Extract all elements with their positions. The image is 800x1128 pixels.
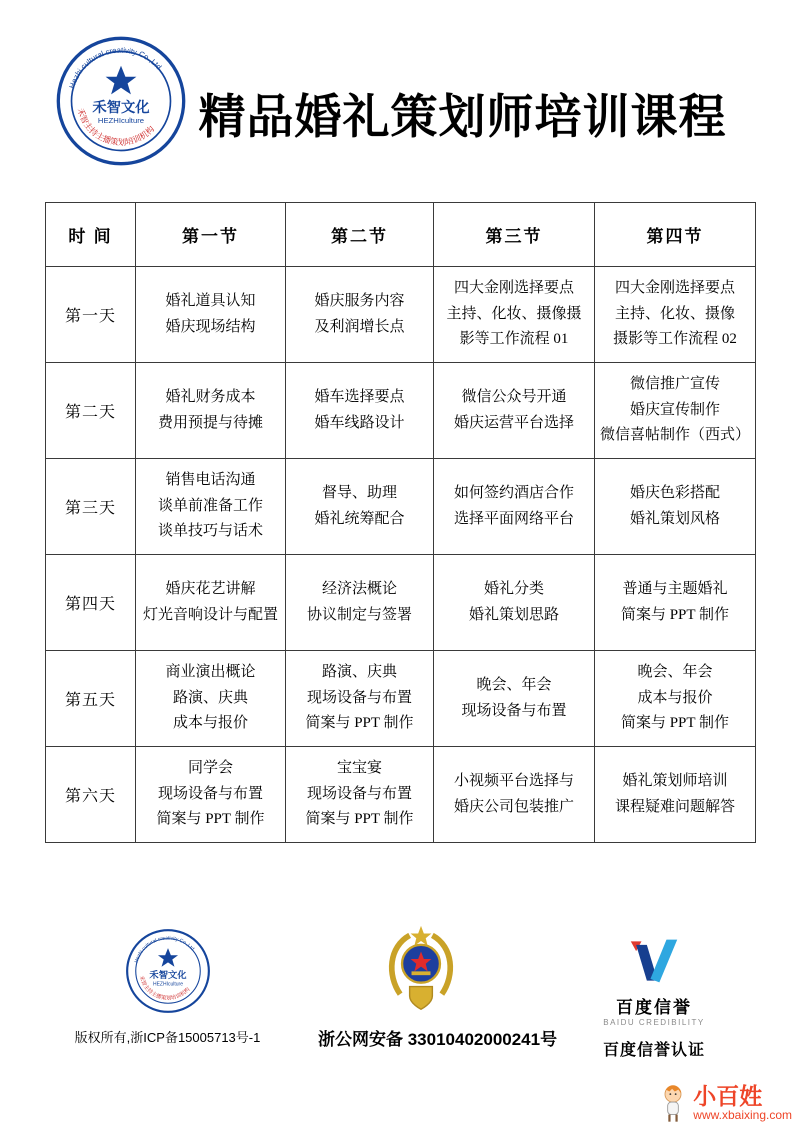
course-cell bbox=[286, 267, 434, 363]
course-line: 微信推广宣传 bbox=[629, 376, 720, 393]
course-line: 同学会 bbox=[187, 760, 233, 777]
course-line: 微信喜帖制作（西式） bbox=[599, 427, 750, 444]
course-line: 小视频平台选择与 bbox=[453, 773, 574, 789]
baidu-credibility-cn: 百度信誉 bbox=[616, 998, 692, 1017]
company-logo bbox=[55, 35, 187, 172]
course-line: 主持、化妆、摄像摄 bbox=[446, 305, 582, 322]
course-line: 现场设备与布置 bbox=[306, 785, 412, 802]
course-cell bbox=[286, 651, 434, 747]
course-line: 课程疑难问题解答 bbox=[614, 798, 735, 815]
course-line: 路演、庆典 bbox=[321, 664, 397, 681]
course-line: 晚会、年会 bbox=[637, 664, 713, 681]
course-line: 简案与 PPT 制作 bbox=[620, 715, 730, 732]
baidu-cert-text: 百度信誉认证 bbox=[602, 1042, 705, 1059]
table-row bbox=[46, 267, 756, 363]
course-line: 婚庆宣传制作 bbox=[629, 401, 720, 418]
course-line: 婚礼分类 bbox=[483, 581, 544, 597]
course-line: 成本与报价 bbox=[172, 715, 248, 732]
logo-name-en: HEZHIculture bbox=[97, 116, 145, 125]
site-watermark bbox=[657, 1082, 792, 1124]
course-line: 婚庆现场结构 bbox=[165, 318, 256, 335]
course-cell bbox=[136, 555, 286, 651]
course-cell bbox=[286, 555, 434, 651]
course-line: 普通与主题婚礼 bbox=[622, 581, 728, 597]
course-line: 婚礼道具认知 bbox=[165, 293, 256, 309]
course-line: 如何签约酒店合作 bbox=[453, 485, 574, 501]
mascot-icon bbox=[657, 1082, 689, 1124]
course-cell bbox=[595, 363, 756, 459]
course-cell bbox=[286, 459, 434, 555]
course-cell bbox=[434, 459, 595, 555]
course-line: 婚车选择要点 bbox=[314, 389, 405, 405]
course-line: 婚礼策划师培训 bbox=[622, 773, 728, 789]
baidu-credibility-icon bbox=[625, 936, 683, 986]
course-cell bbox=[434, 651, 595, 747]
course-cell bbox=[434, 363, 595, 459]
table-row bbox=[46, 459, 756, 555]
table-row bbox=[46, 747, 756, 843]
course-line: 婚礼策划思路 bbox=[468, 606, 559, 623]
course-line: 晚会、年会 bbox=[476, 677, 552, 693]
watermark-site-name: 小百姓 bbox=[693, 1082, 763, 1109]
company-logo-icon bbox=[125, 928, 211, 1014]
course-line: 婚礼财务成本 bbox=[165, 389, 256, 405]
police-badge-icon bbox=[383, 924, 459, 1014]
course-line: 婚庆服务内容 bbox=[314, 293, 405, 309]
column-header: 第二节 bbox=[286, 203, 434, 267]
column-header: 第四节 bbox=[595, 203, 756, 267]
footer-copyright-block bbox=[65, 928, 270, 1046]
course-line: 微信公众号开通 bbox=[461, 389, 567, 405]
course-cell bbox=[434, 555, 595, 651]
course-line: 婚礼策划风格 bbox=[629, 510, 720, 527]
page-title: 精品婚礼策划师培训课程 bbox=[198, 92, 727, 144]
course-line: 费用预提与待摊 bbox=[157, 414, 263, 431]
course-cell bbox=[434, 267, 595, 363]
course-cell bbox=[595, 459, 756, 555]
course-line: 婚车线路设计 bbox=[314, 414, 405, 431]
course-line: 婚庆公司包装推广 bbox=[453, 798, 574, 815]
day-label: 第一天 bbox=[46, 267, 136, 363]
course-line: 选择平面网络平台 bbox=[453, 510, 574, 527]
table-body bbox=[46, 267, 756, 843]
day-label: 第六天 bbox=[46, 747, 136, 843]
table-row bbox=[46, 363, 756, 459]
course-line: 督导、助理 bbox=[321, 485, 397, 501]
course-cell bbox=[136, 459, 286, 555]
course-cell bbox=[136, 651, 286, 747]
day-label: 第四天 bbox=[46, 555, 136, 651]
icp-record-text: 版权所有,浙ICP备15005713号-1 bbox=[74, 1030, 261, 1045]
logo-name-en: HEZHIculture bbox=[152, 981, 183, 988]
column-header: 第一节 bbox=[136, 203, 286, 267]
logo-arc-bottom-text: 禾智主持主播策划培训机构 bbox=[137, 975, 191, 1002]
column-header: 第三节 bbox=[434, 203, 595, 267]
course-line: 销售电话沟通 bbox=[165, 472, 256, 489]
course-line: 婚庆运营平台选择 bbox=[453, 414, 574, 431]
course-line: 主持、化妆、摄像 bbox=[614, 305, 735, 322]
header-row bbox=[46, 203, 756, 267]
course-line: 协议制定与签署 bbox=[306, 606, 412, 623]
course-line: 简案与 PPT 制作 bbox=[305, 811, 414, 828]
course-line: 谈单前准备工作 bbox=[157, 497, 263, 514]
course-line: 宝宝宴 bbox=[336, 760, 382, 777]
baidu-credibility-en: BAIDU CREDIBILITY bbox=[603, 1018, 705, 1027]
course-line: 现场设备与布置 bbox=[306, 689, 412, 706]
logo-arc-top-text: Hezhi cultural creativity Co.,Ltd bbox=[133, 935, 195, 964]
course-cell bbox=[595, 555, 756, 651]
course-line: 摄影等工作流程 02 bbox=[613, 331, 737, 348]
column-header: 时 间 bbox=[46, 203, 136, 267]
course-line: 简案与 PPT 制作 bbox=[620, 606, 730, 623]
course-cell bbox=[595, 651, 756, 747]
logo-name-cn: 禾智文化 bbox=[148, 971, 187, 982]
course-line: 现场设备与布置 bbox=[461, 702, 567, 719]
course-line: 简案与 PPT 制作 bbox=[156, 811, 265, 828]
day-label: 第二天 bbox=[46, 363, 136, 459]
course-cell bbox=[595, 267, 756, 363]
footer-police-block bbox=[318, 924, 558, 1050]
day-label: 第五天 bbox=[46, 651, 136, 747]
company-logo-icon bbox=[55, 35, 187, 167]
course-line: 婚礼统筹配合 bbox=[314, 510, 405, 527]
course-cell bbox=[434, 747, 595, 843]
logo-arc-bottom-text: 禾智主持主播策划培训机构 bbox=[75, 107, 157, 148]
table-row bbox=[46, 555, 756, 651]
police-record-text: 浙公网安备 33010402000241号 bbox=[318, 1030, 558, 1049]
table-row bbox=[46, 651, 756, 747]
course-line: 成本与报价 bbox=[637, 689, 713, 706]
course-cell bbox=[286, 747, 434, 843]
course-line: 婚庆花艺讲解 bbox=[165, 581, 256, 597]
course-line: 四大金刚选择要点 bbox=[614, 280, 735, 297]
logo-arc-top-text: Hezhi cultural creativity Co.,Ltd bbox=[67, 45, 164, 90]
course-line: 商业演出概论 bbox=[165, 664, 256, 681]
logo-name-cn: 禾智文化 bbox=[92, 100, 150, 116]
course-cell bbox=[136, 747, 286, 843]
footer-baidu-block bbox=[568, 936, 740, 1060]
course-cell bbox=[595, 747, 756, 843]
course-line: 路演、庆典 bbox=[172, 689, 248, 706]
course-line: 经济法概论 bbox=[321, 581, 397, 597]
course-cell bbox=[136, 363, 286, 459]
course-schedule-table bbox=[45, 202, 756, 843]
course-line: 简案与 PPT 制作 bbox=[305, 715, 414, 732]
course-line: 婚庆色彩搭配 bbox=[629, 485, 720, 501]
course-cell bbox=[286, 363, 434, 459]
course-line: 现场设备与布置 bbox=[157, 785, 263, 802]
watermark-site-url: www.xbaixing.com bbox=[693, 1108, 792, 1123]
course-line: 四大金刚选择要点 bbox=[453, 280, 574, 297]
course-line: 谈单技巧与话术 bbox=[157, 523, 263, 540]
day-label: 第三天 bbox=[46, 459, 136, 555]
table-header bbox=[46, 203, 756, 267]
course-line: 灯光音响设计与配置 bbox=[142, 606, 278, 623]
course-cell bbox=[136, 267, 286, 363]
course-line: 影等工作流程 01 bbox=[459, 331, 569, 348]
course-line: 及利润增长点 bbox=[314, 318, 405, 335]
